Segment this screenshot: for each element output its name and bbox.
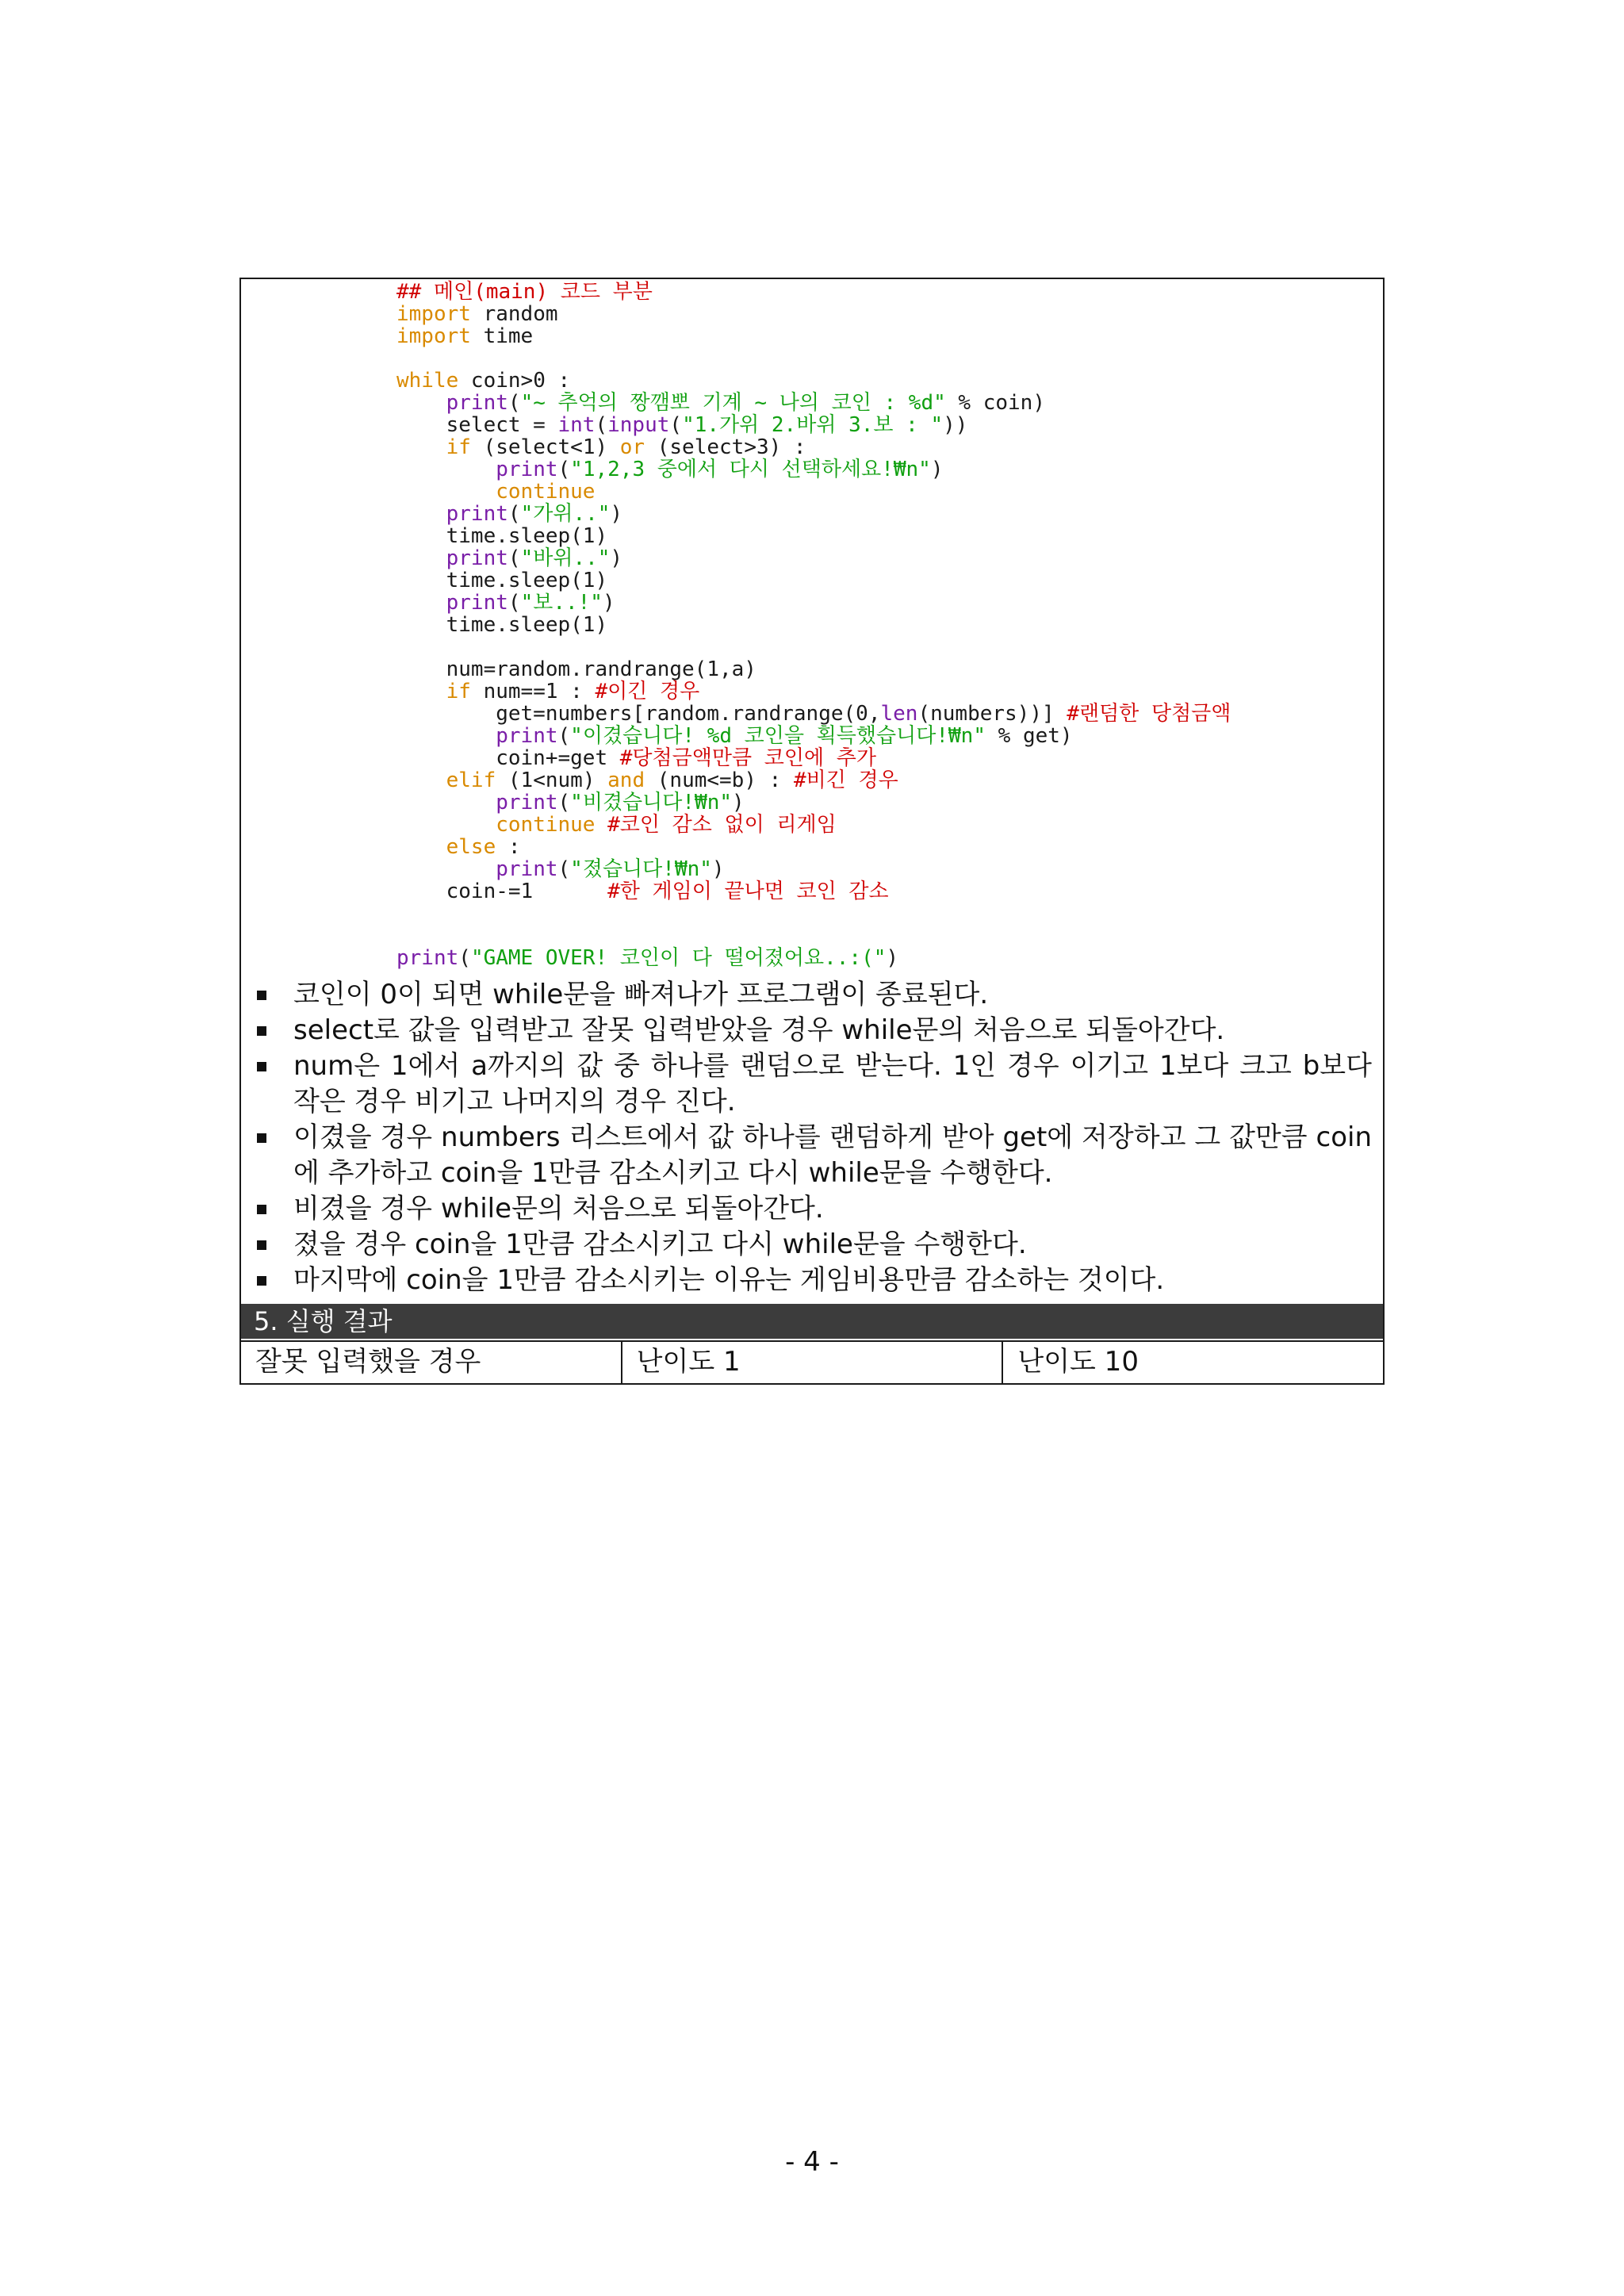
code-token: print [496,724,558,748]
code-token [396,480,496,504]
code-token: continue [496,813,596,837]
code-line [396,658,1372,680]
code-block [396,281,1372,969]
code-line [396,614,1372,636]
code-token: time.sleep(1) [396,569,608,592]
code-line [396,569,1372,592]
code-line [396,636,1372,658]
code-token: "1,2,3 중에서 다시 선택하세요!₩n" [570,458,931,481]
code-token: get=numbers[random.randrange(0, [396,702,881,726]
code-token: import [396,302,471,326]
code-token: #이긴 경우 [595,680,700,703]
code-token: ( [557,857,571,881]
section-heading [241,1304,1383,1339]
code-token: print [496,458,558,481]
code-token [396,835,446,859]
bullet-text: 코인이 0이 되면 while문을 빠져나가 프로그램이 종료된다. [293,979,989,1010]
code-token: num=random.randrange(1,a) [396,657,756,681]
results-table-header [241,1340,1383,1383]
code-token: ( [508,546,521,570]
code-line [396,547,1372,569]
code-token: coin-=1 [396,880,608,903]
code-line [396,503,1372,525]
code-token [396,591,446,615]
code-token [396,391,446,415]
code-token: if [446,435,471,459]
code-token: time.sleep(1) [396,613,608,637]
code-token: #한 게임이 끝나면 코인 감소 [607,880,889,903]
code-line [396,347,1372,370]
code-token: ) [886,946,899,970]
code-token [396,546,446,570]
code-token: print [496,857,558,881]
result-col-level-1: 난이도 1 [622,1342,1004,1383]
bullet-text: 이겼을 경우 numbers 리스트에서 값 하나를 랜덤하게 받아 get에 저장하고 그 값만큼 coin에 추가하고 coin을 1만큼 감소시키고 다시 while문을 수행한다. [293,1121,1372,1189]
code-token: (select>3) : [645,435,806,459]
explanation-list [241,977,1383,1298]
code-token: ) [930,458,944,481]
bullet-item [241,1191,1383,1227]
code-token: or [619,435,645,459]
bullet-text: 비겼을 경우 while문의 처음으로 되돌아간다. [293,1193,824,1225]
bullet-item [241,977,1383,1013]
bullet-square-icon [257,1026,266,1036]
code-line [396,903,1372,925]
bullet-square-icon [257,1133,266,1143]
bullet-square-icon [257,1276,266,1286]
bullet-square-icon [257,1240,266,1250]
code-line [396,458,1372,481]
code-token: print [496,791,558,815]
code-token: if [446,680,471,703]
code-line [396,303,1372,325]
code-token: print [396,946,459,970]
code-token: ) [602,591,615,615]
code-token: ## 메인(main) 코드 부분 [396,280,653,304]
code-line [396,703,1372,725]
code-line [396,436,1372,458]
code-line [396,481,1372,503]
code-line [396,769,1372,792]
code-token: "졌습니다!₩n" [570,857,712,881]
code-token: num==1 : [470,680,596,703]
bullet-square-icon [257,991,266,1000]
code-line [396,325,1372,347]
code-token: ( [458,946,471,970]
code-line [396,680,1372,703]
code-line [396,880,1372,903]
bullet-item [241,1120,1383,1191]
code-line [396,414,1372,436]
code-token: (select<1) [470,435,620,459]
code-token: coin>0 : [458,369,571,393]
code-line [396,814,1372,836]
code-token: random [470,302,558,326]
code-token: % get) [985,724,1073,748]
code-token: while [396,369,459,393]
code-token: coin+=get [396,746,620,770]
code-token: and [607,769,645,792]
code-token: len [880,702,918,726]
code-token: elif [446,769,496,792]
code-token: ( [557,724,571,748]
code-token: ) [610,546,623,570]
bullet-item [241,1048,1383,1120]
code-token: time.sleep(1) [396,524,608,548]
code-line [396,836,1372,858]
code-token: (numbers))] [917,702,1067,726]
code-token: "GAME OVER! 코인이 다 떨어졌어요..:(" [470,946,887,970]
code-token: input [607,413,670,437]
code-token [396,769,446,792]
bullet-text: 마지막에 coin을 1만큼 감소시키는 이유는 게임비용만큼 감소하는 것이다. [293,1264,1165,1296]
code-token: "보..!" [520,591,603,615]
code-token: "가위.." [520,502,611,526]
bullet-item [241,1227,1383,1263]
code-token: ( [595,413,608,437]
code-token: else [446,835,496,859]
code-token: )) [943,413,968,437]
code-token: #당첨금액만큼 코인에 추가 [619,746,877,770]
code-token: continue [496,480,596,504]
code-token: #랜덤한 당첨금액 [1067,702,1231,726]
code-token: int [557,413,596,437]
bullet-text: 졌을 경우 coin을 1만큼 감소시키고 다시 while문을 수행한다. [293,1228,1027,1260]
code-token: % coin) [945,391,1045,415]
code-token: "1.가위 2.바위 3.보 : " [682,413,944,437]
section-title: 5. 실행 결과 [254,1306,393,1336]
code-line [396,592,1372,614]
code-token: ( [557,791,571,815]
code-line [396,370,1372,392]
code-token: ( [669,413,683,437]
code-token: import [396,324,471,348]
code-token [396,724,496,748]
code-line [396,281,1372,303]
code-token: ( [508,391,521,415]
code-token: ( [557,458,571,481]
code-token: "비겼습니다!₩n" [570,791,733,815]
result-col-level-10: 난이도 10 [1017,1346,1139,1378]
code-token: ) [711,857,725,881]
code-token: print [446,391,508,415]
code-line [396,747,1372,769]
code-token [595,813,607,837]
code-token [396,857,496,881]
code-token: print [446,546,508,570]
code-token: print [446,502,508,526]
code-token: select = [396,413,558,437]
result-col-wrong-input: 잘못 입력했을 경우 [241,1342,622,1383]
code-token: "~ 추억의 짱깸뽀 기계 ~ 나의 코인 : %d" [520,391,946,415]
report-frame [239,278,1385,1385]
code-token [396,435,446,459]
code-line [396,525,1372,547]
code-token: (1<num) [496,769,608,792]
code-line [396,858,1372,880]
code-line [396,947,1372,969]
code-line [396,392,1372,414]
bullet-text: num은 1에서 a까지의 값 중 하나를 랜덤으로 받는다. 1인 경우 이기고 1보다 크고 b보다 작은 경우 비기고 나머지의 경우 진다. [293,1050,1372,1117]
bullet-square-icon [257,1205,266,1214]
code-line [396,925,1372,947]
bullet-item [241,1013,1383,1048]
code-token: #코인 감소 없이 리게임 [607,813,837,837]
bullet-text: select로 값을 입력받고 잘못 입력받았을 경우 while문의 처음으로 되돌아간다. [293,1014,1225,1046]
code-token: time [470,324,534,348]
page-number: - 4 - [785,2146,839,2178]
code-line [396,792,1372,814]
code-token: print [446,591,508,615]
code-token: ) [732,791,745,815]
code-token [396,791,496,815]
code-token: "이겼습니다! %d 코인을 획득했습니다!₩n" [570,724,986,748]
code-token [396,502,446,526]
code-token: ( [508,591,521,615]
bullet-square-icon [257,1062,266,1071]
code-token [396,458,496,481]
code-token: ( [508,502,521,526]
bullet-item [241,1263,1383,1298]
code-token [396,680,446,703]
code-token: #비긴 경우 [793,769,898,792]
code-token: (num<=b) : [645,769,794,792]
code-token [396,813,496,837]
code-token: : [496,835,521,859]
code-line [396,725,1372,747]
code-token: "바위.." [520,546,611,570]
code-token: ) [610,502,623,526]
